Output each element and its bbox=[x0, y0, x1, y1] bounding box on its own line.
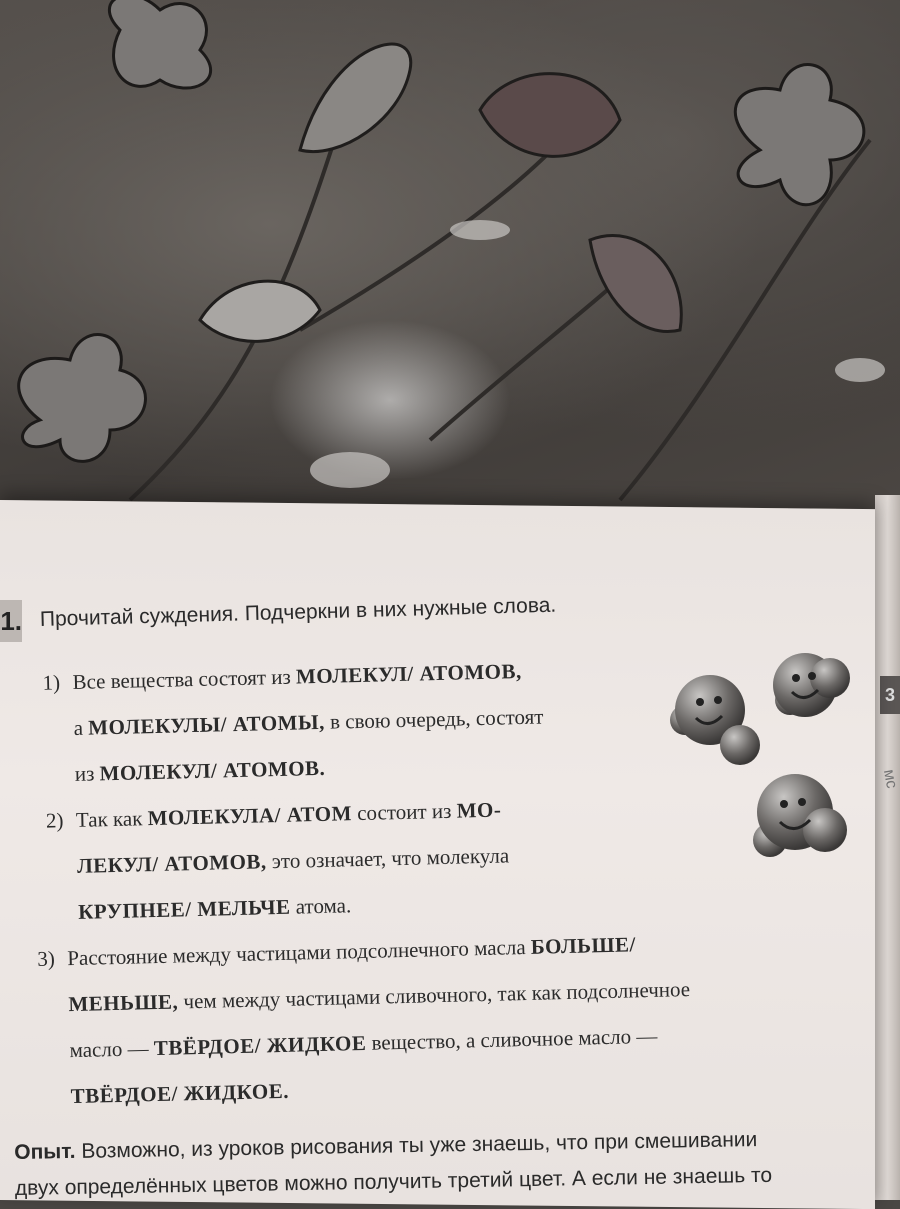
choice-words: МОЛЕКУЛ/ АТОМОВ. bbox=[99, 755, 326, 786]
smiling-molecule-icon bbox=[670, 675, 760, 765]
experiment-paragraph bbox=[14, 1120, 885, 1207]
statement-text: атома. bbox=[290, 893, 352, 919]
smiling-molecule-icon bbox=[773, 653, 850, 717]
statement-text: в свою очередь, состоят bbox=[324, 704, 544, 734]
tablecloth-background bbox=[0, 0, 900, 560]
statement-text: состоит из bbox=[351, 798, 457, 826]
smiling-molecule-icon bbox=[753, 774, 847, 857]
statement-text: вещество, а сливочное масло — bbox=[366, 1023, 658, 1055]
next-page-tab: 3 bbox=[880, 676, 900, 714]
statement-text: масло — bbox=[69, 1036, 155, 1063]
choice-words: ТВЁРДОЕ/ ЖИДКОЕ. bbox=[70, 1078, 290, 1109]
statement-text: а bbox=[73, 715, 89, 740]
molecule-illustrations bbox=[660, 640, 860, 870]
statement-text: чем между частицами сливочного, так как подсолнечное bbox=[177, 976, 691, 1014]
statement-number: 3) bbox=[37, 946, 56, 971]
statement-text: Расстояние между частицами подсолнечного масла bbox=[67, 934, 532, 971]
floral-pattern bbox=[0, 0, 900, 560]
statement-text: Так как bbox=[75, 806, 148, 832]
experiment-text: двух определённых цветов можно получить третий цвет. А если не знаешь то bbox=[14, 1163, 773, 1200]
next-page-text: мс bbox=[879, 768, 900, 790]
choice-words: БОЛЬШЕ/ bbox=[530, 932, 637, 959]
experiment-label: Опыт. bbox=[14, 1139, 76, 1164]
choice-words: ТВЁРДОЕ/ ЖИДКОЕ bbox=[153, 1030, 367, 1061]
statement-text: это означает, что молекула bbox=[266, 843, 510, 874]
choice-words: МОЛЕКУЛ/ АТОМОВ, bbox=[295, 658, 522, 689]
statement-number: 2) bbox=[45, 808, 64, 833]
task-heading: Прочитай суждения. Подчеркни в них нужные слова. bbox=[39, 593, 557, 631]
task-number: 1. bbox=[0, 600, 22, 642]
statement-text: Все вещества состоят из bbox=[72, 664, 297, 694]
choice-words: ЛЕКУЛ/ АТОМОВ, bbox=[76, 849, 267, 878]
statement-text: из bbox=[74, 761, 100, 786]
choice-words: КРУПНЕЕ/ МЕЛЬЧЕ bbox=[77, 894, 291, 924]
book-page-edge bbox=[875, 495, 900, 1200]
choice-words: МОЛЕКУЛЫ/ АТОМЫ, bbox=[87, 709, 326, 740]
choice-words: МОЛЕКУЛА/ АТОМ bbox=[147, 801, 353, 831]
choice-words: МЕНЬШЕ, bbox=[68, 989, 179, 1017]
choice-words: МО- bbox=[456, 797, 502, 823]
experiment-text: Возможно, из уроков рисования ты уже знаешь, что при смешивании bbox=[81, 1128, 758, 1163]
statement-number: 1) bbox=[42, 670, 61, 695]
